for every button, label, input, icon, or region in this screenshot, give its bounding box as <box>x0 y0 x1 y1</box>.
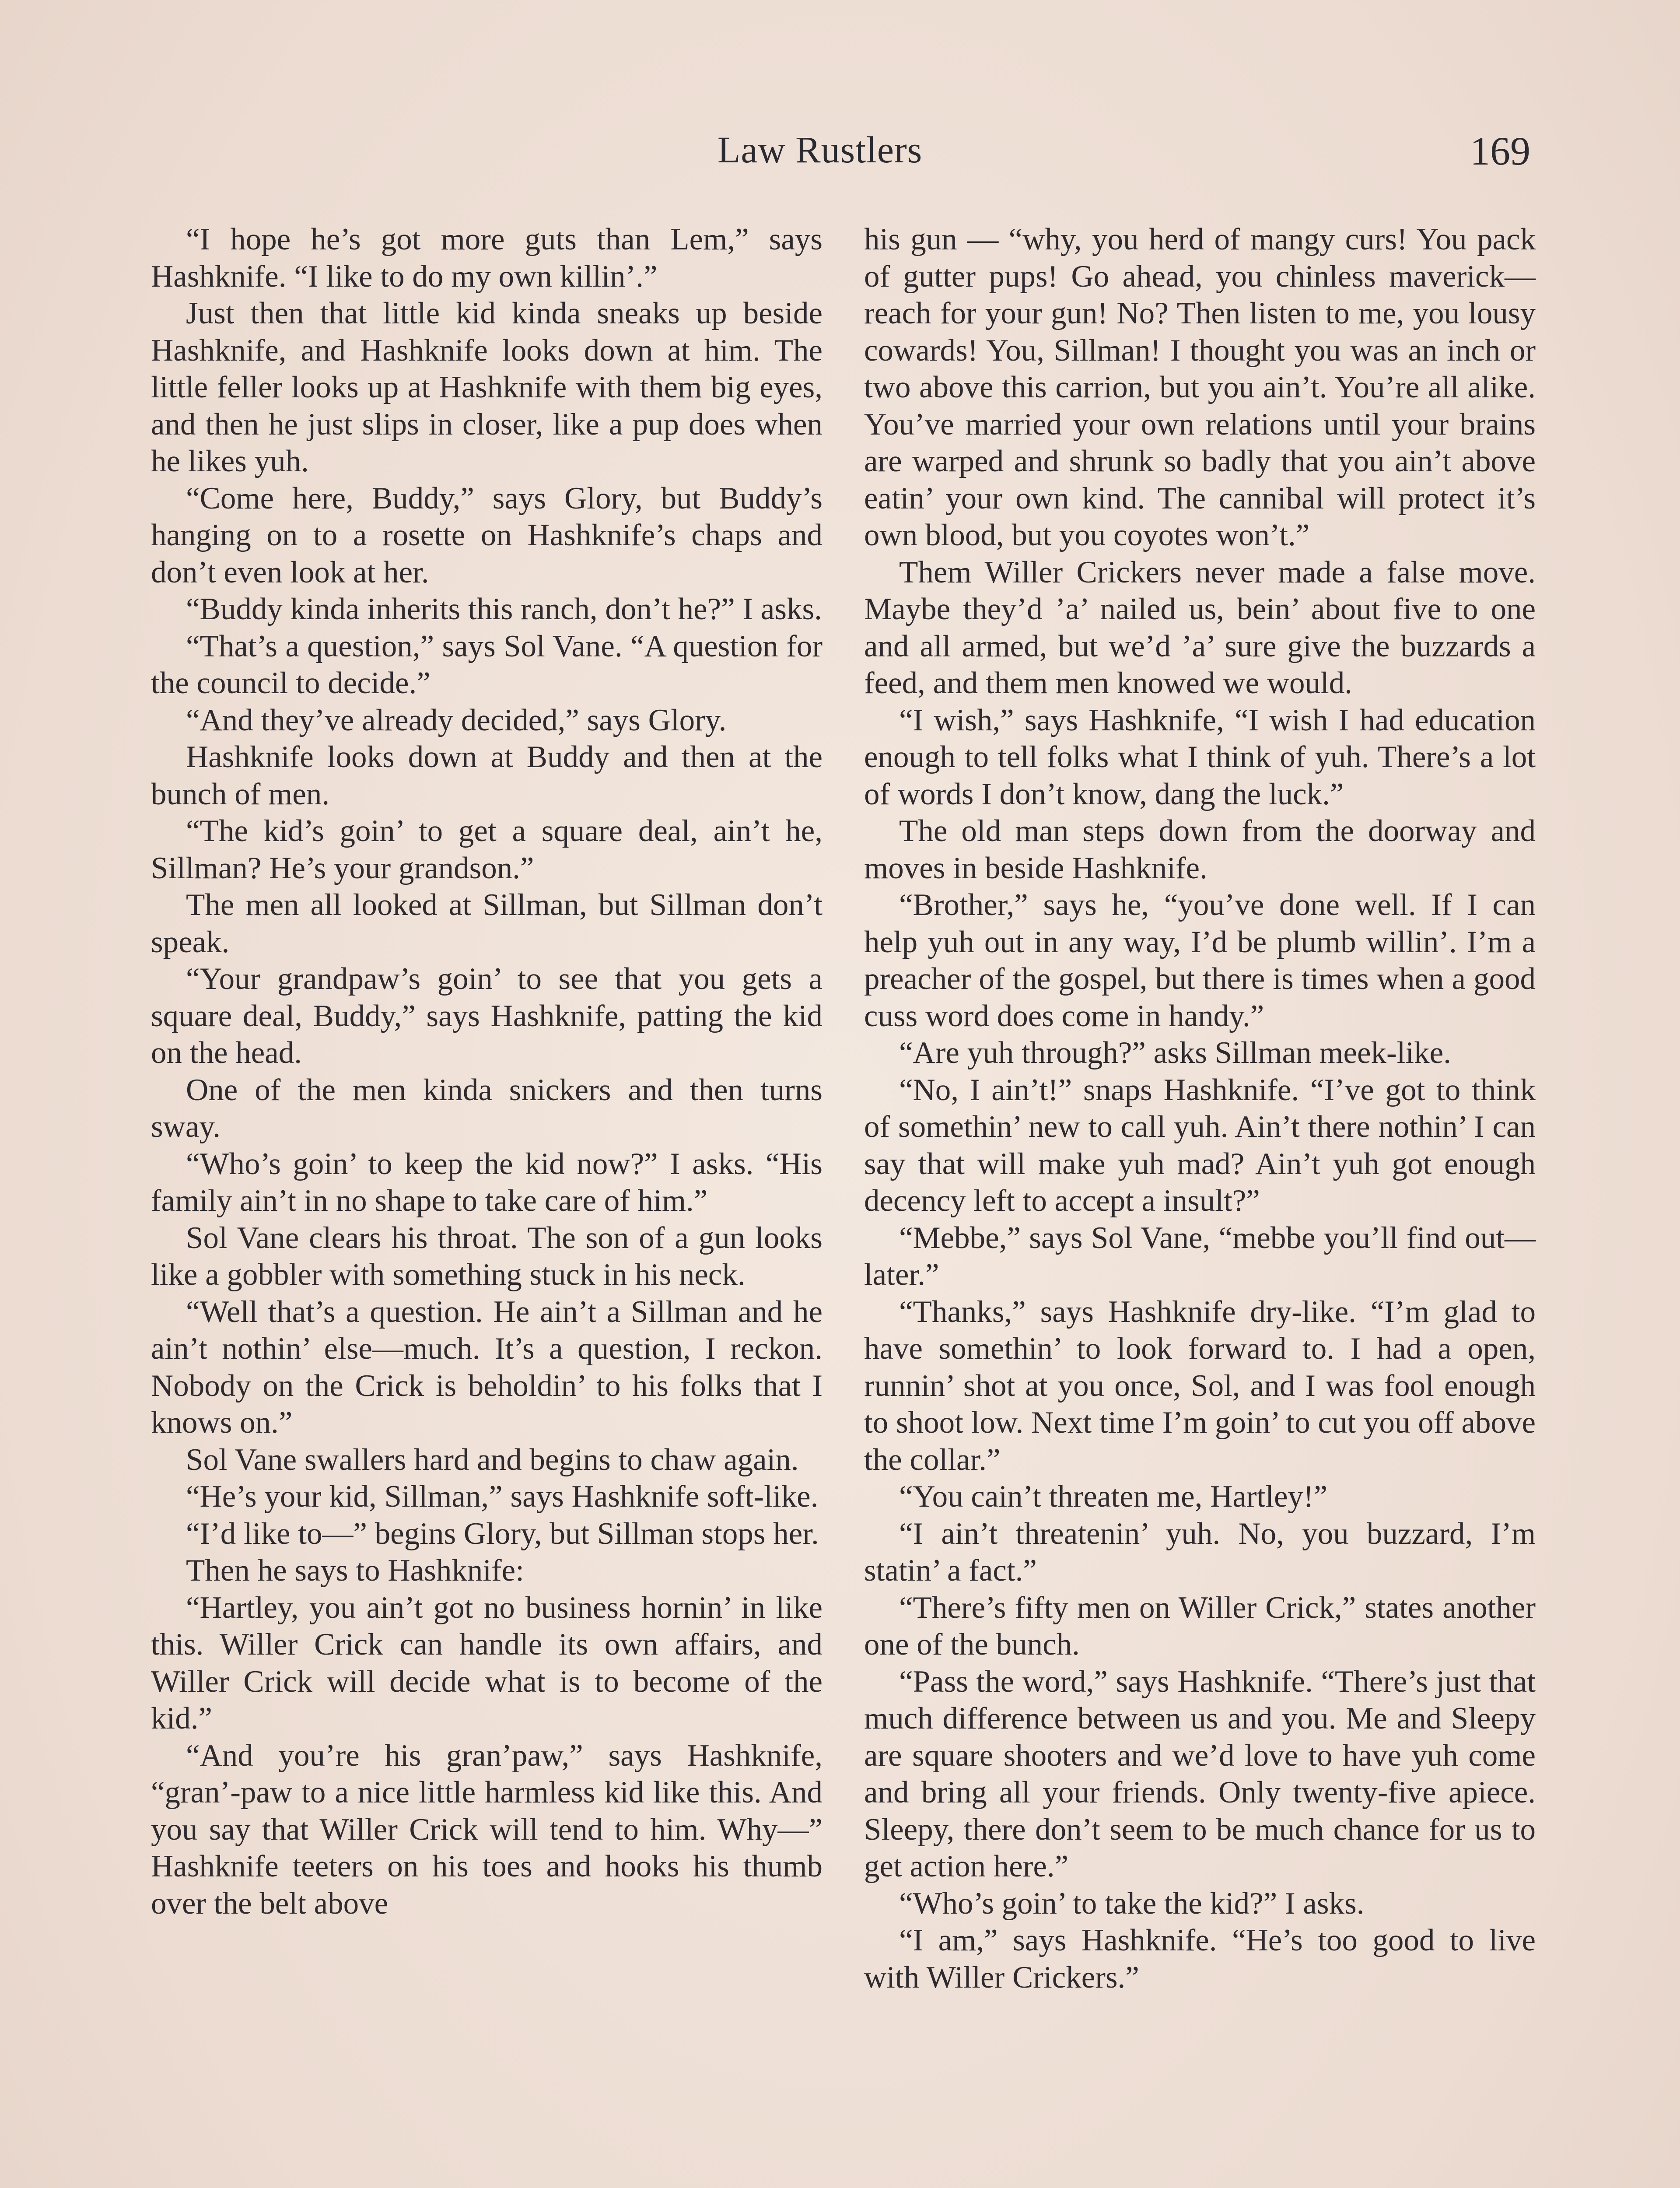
left-text-column <box>151 221 822 1922</box>
paragraph: “You cain’t threaten me, Hartley!” <box>899 1480 1328 1514</box>
paragraph: Sol Vane swallers hard and begins to chaw again. <box>186 1442 799 1477</box>
paragraph: Just then that little kid kinda sneaks up beside Hashknife, and Hashknife looks down at him. The little feller looks up at Hashknife with them big eyes, and then he just slips in closer, like a pup does when he likes yuh. <box>151 296 822 478</box>
page-header <box>0 128 1680 176</box>
paragraph: “I ain’t threatenin’ yuh. No, you buzzard, I’m statin’ a fact.” <box>864 1516 1536 1588</box>
paragraph: “And they’ve already decided,” says Glory. <box>186 703 727 737</box>
paragraph: “Thanks,” says Hashknife dry-like. “I’m glad to have somethin’ to look forward to. I had a open, runnin’ shot at you once, Sol, and I was fool enough to shoot low. Next time I’m goin’ to cut you off above the collar.” <box>864 1294 1536 1477</box>
paragraph: “I hope he’s got more guts than Lem,” says Hashknife. “I like to do my own killin’.” <box>151 222 822 294</box>
paragraph: “Your grandpaw’s goin’ to see that you gets a square deal, Buddy,” says Hashknife, patting the kid on the head. <box>151 962 822 1070</box>
paragraph: “Come here, Buddy,” says Glory, but Buddy’s hanging on to a rosette on Hashknife’s chaps and don’t even look at her. <box>151 481 822 589</box>
paragraph: “Pass the word,” says Hashknife. “There’s just that much difference between us and you. Me and Sleepy are square shooters and we’d love to have yuh come and bring all your friends. Only twenty-five apiece. Sleepy, there don’t seem to be much chance for us to get action here.” <box>864 1664 1536 1883</box>
paragraph: “Hartley, you ain’t got no business hornin’ in like this. Willer Crick can handle its own affairs, and Willer Crick will decide what is to become of the kid.” <box>151 1590 822 1736</box>
paragraph: “Are yuh through?” asks Sillman meek-like. <box>899 1036 1451 1070</box>
paragraph: “Buddy kinda inherits this ranch, don’t he?” I asks. <box>186 592 822 626</box>
paragraph: “I am,” says Hashknife. “He’s too good to live with Willer Crickers.” <box>864 1923 1536 1995</box>
paragraph: “And you’re his gran’paw,” says Hashknife, “gran’-paw to a nice little harmless kid like this. And you say that Willer Crick will tend to him. Why—” Hashknife teeters on his toes and hooks his thumb over the belt above <box>151 1738 822 1921</box>
paragraph: “Brother,” says he, “you’ve done well. If I can help yuh out in any way, I’d be plumb willin’. I’m a preacher of the gospel, but there is times when a good cuss word does come in handy.” <box>864 888 1536 1033</box>
paragraph: Then he says to Hashknife: <box>186 1553 524 1588</box>
paragraph: “Who’s goin’ to take the kid?” I asks. <box>899 1886 1365 1921</box>
paragraph: “Well that’s a question. He ain’t a Sillman and he ain’t nothin’ else—much. It’s a question, I reckon. Nobody on the Crick is beholdin’ to his folks that I knows on.” <box>151 1294 822 1440</box>
paragraph: “He’s your kid, Sillman,” says Hashknife soft-like. <box>186 1480 819 1514</box>
paragraph: The men all looked at Sillman, but Sillman don’t speak. <box>151 888 822 959</box>
paragraph: One of the men kinda snickers and then turns sway. <box>151 1073 822 1144</box>
paragraph: “There’s fifty men on Willer Crick,” states another one of the bunch. <box>864 1590 1536 1662</box>
page-number: 169 <box>1470 129 1530 173</box>
paragraph: “That’s a question,” says Sol Vane. “A question for the council to decide.” <box>151 629 822 700</box>
paragraph: “I wish,” says Hashknife, “I wish I had education enough to tell folks what I think of yuh. There’s a lot of words I don’t know, dang the luck.” <box>864 703 1536 811</box>
right-text-column <box>864 221 1536 1996</box>
paragraph: his gun — “why, you herd of mangy curs! You pack of gutter pups! Go ahead, you chinless maverick—reach for your gun! No? Then listen to me, you lousy cowards! You, Sillman! I thought you was an inch or two above this carrion, but you ain’t. You’re all alike. You’ve married your own relations until your brains are warped and shrunk so badly that you ain’t above eatin’ your own kind. The cannibal will protect it’s own blood, but you coyotes won’t.” <box>864 222 1536 552</box>
paragraph: “I’d like to—” begins Glory, but Sillman stops her. <box>186 1516 819 1551</box>
paragraph: Hashknife looks down at Buddy and then at the bunch of men. <box>151 740 822 811</box>
paragraph: The old man steps down from the doorway and moves in beside Hashknife. <box>864 814 1536 885</box>
paragraph: “No, I ain’t!” snaps Hashknife. “I’ve got to think of somethin’ new to call yuh. Ain’t there nothin’ I can say that will make yuh mad? Ain’t yuh got enough decency left to accept a insult?” <box>864 1073 1536 1218</box>
paragraph: Them Willer Crickers never made a false move. Maybe they’d ’a’ nailed us, bein’ about five to one and all armed, but we’d ’a’ sure give the buzzards a feed, and them men knowed we would. <box>864 555 1536 700</box>
paragraph: Sol Vane clears his throat. The son of a gun looks like a gobbler with something stuck in his neck. <box>151 1220 822 1292</box>
paragraph: “Who’s goin’ to keep the kid now?” I asks. “His family ain’t in no shape to take care of him.” <box>151 1147 822 1218</box>
paragraph: “The kid’s goin’ to get a square deal, ain’t he, Sillman? He’s your grandson.” <box>151 814 822 885</box>
running-title: Law Rustlers <box>718 129 923 171</box>
paragraph: “Mebbe,” says Sol Vane, “mebbe you’ll find out—later.” <box>864 1220 1536 1292</box>
